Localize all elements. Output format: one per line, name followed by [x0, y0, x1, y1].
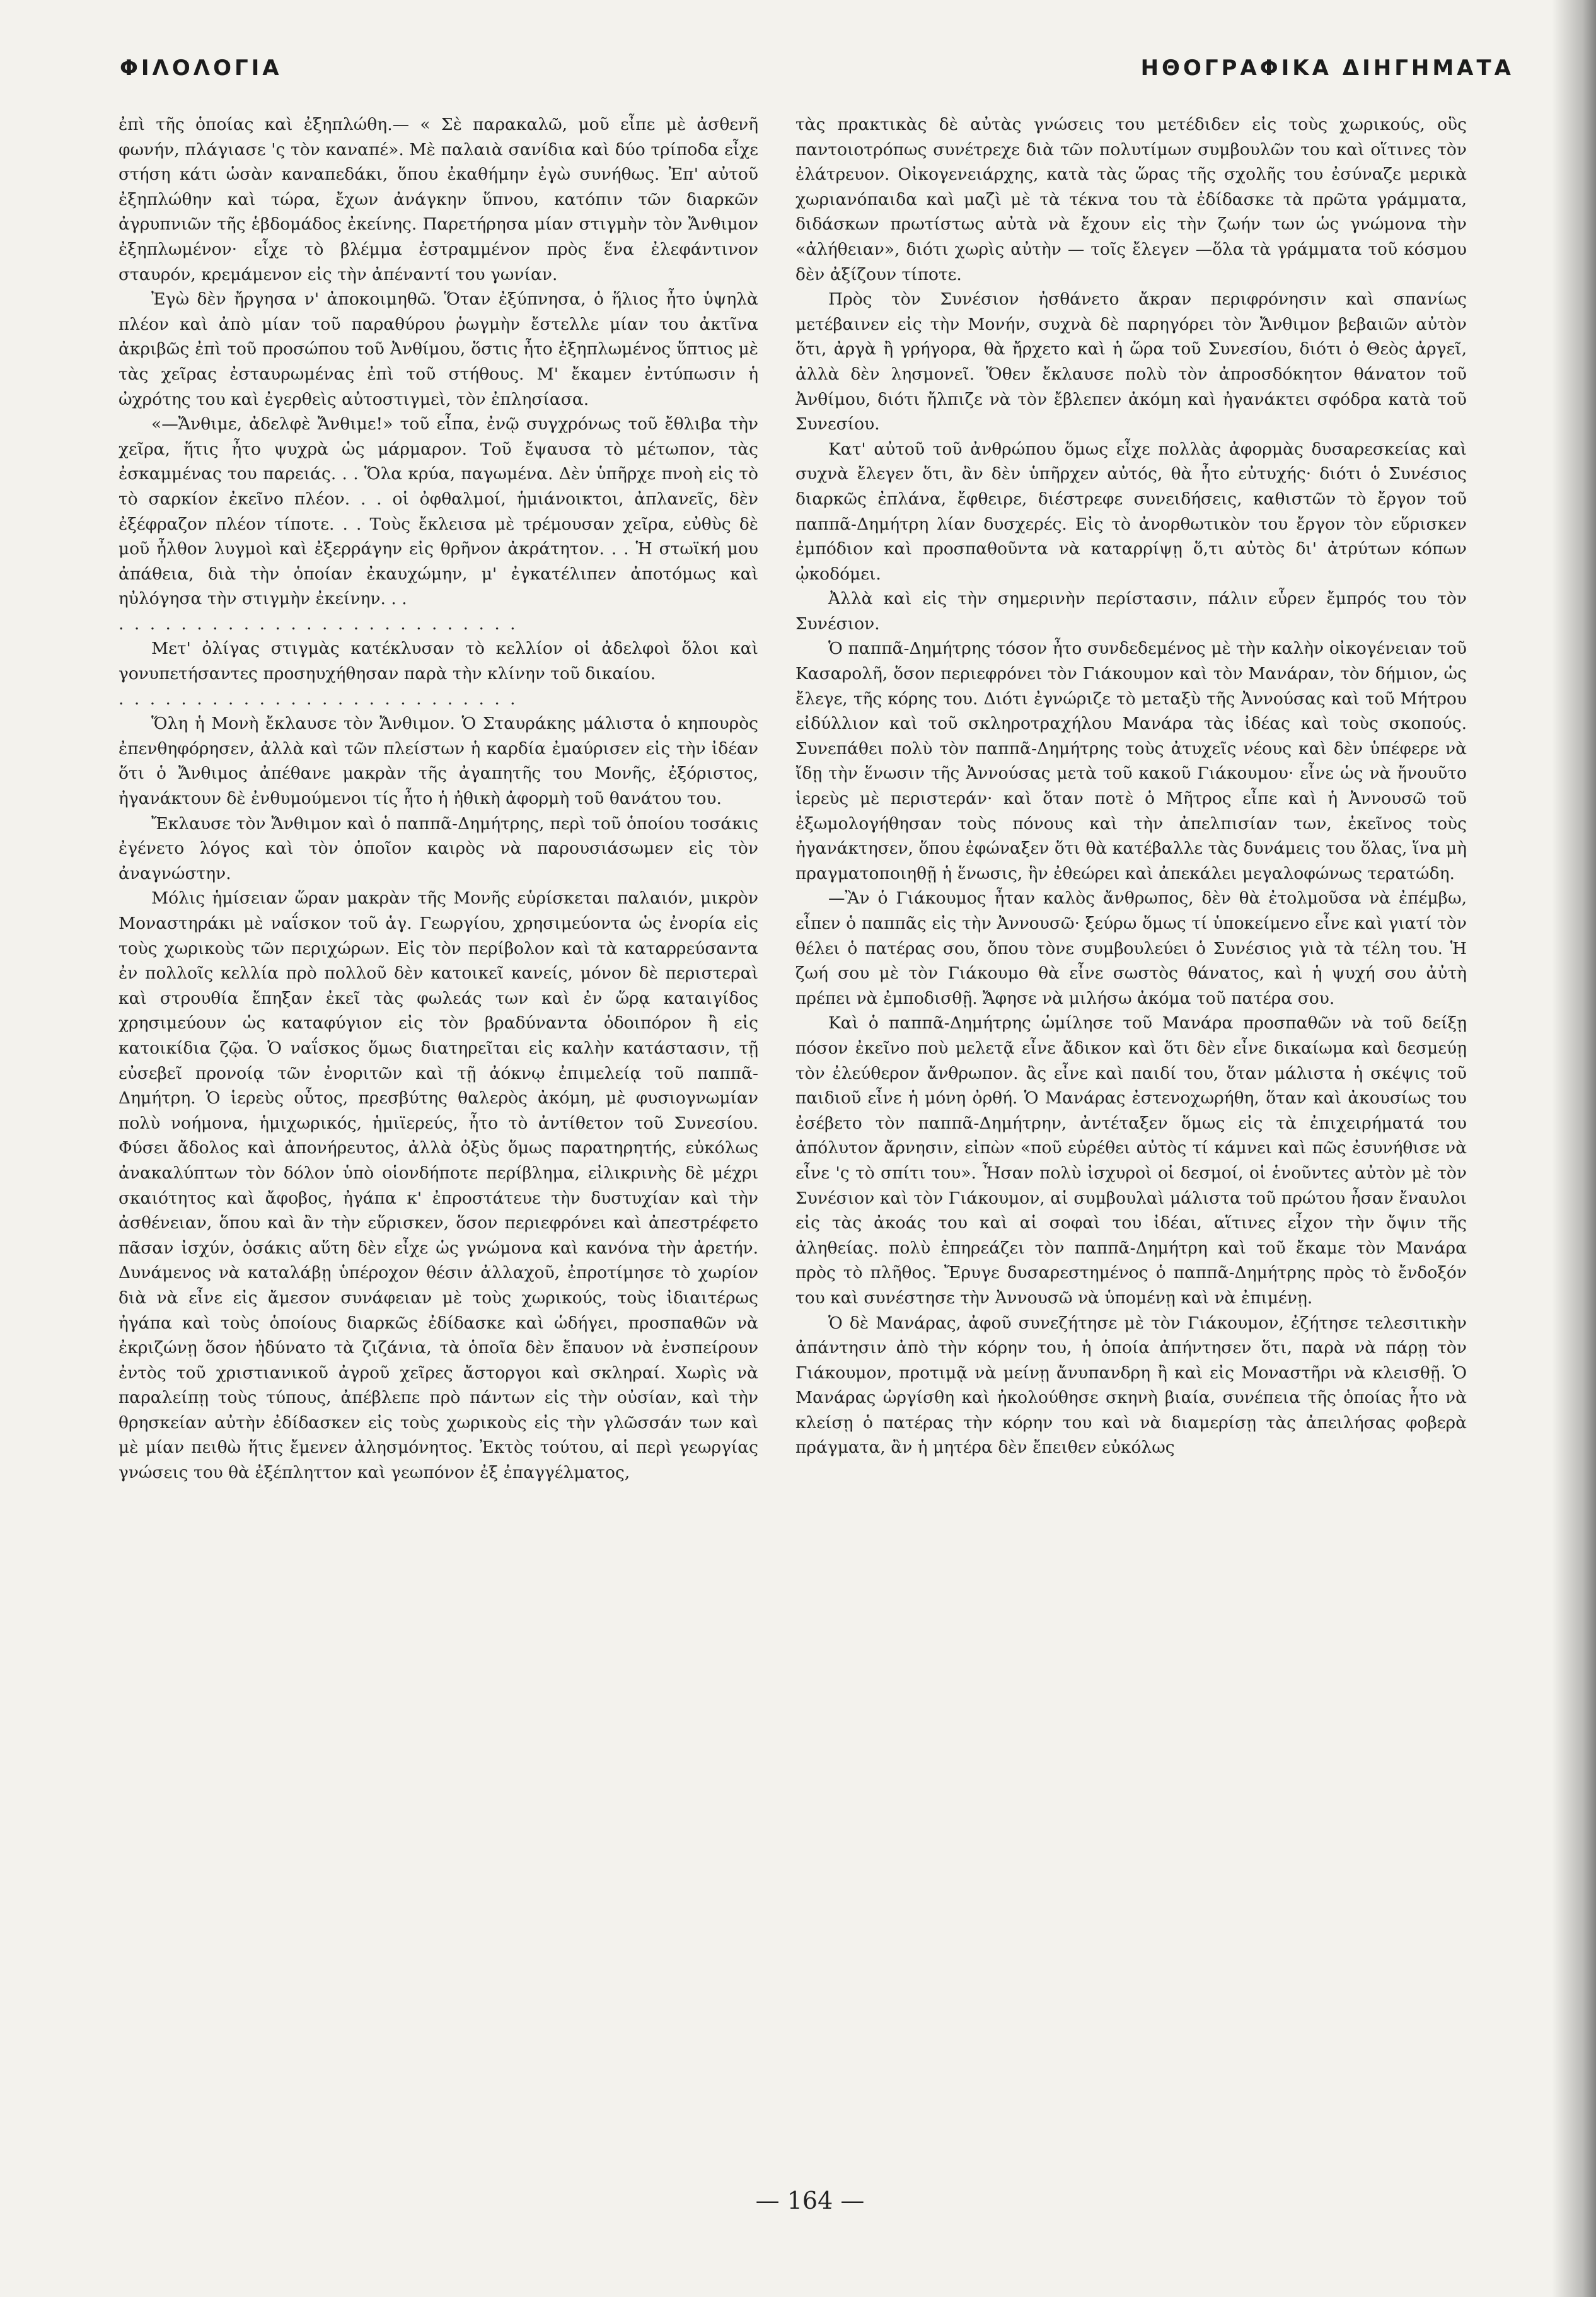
paragraph: Μετ' ὀλίγας στιγμὰς κατέκλυσαν τὸ κελλίον οἱ ἀδελφοὶ ὅλοι καὶ γονυπετήσαντες προσηυχήθησαν παρὰ τὴν κλίνην τοῦ δικαίου.: [119, 639, 758, 684]
page-edge-shadow: [1552, 0, 1596, 2297]
page-number: — 164 —: [755, 2187, 865, 2214]
ellipsis-separator: . . . . . . . . . . . . . . . . . . . . . . . . . .: [119, 614, 518, 634]
paragraph: Ἐγὼ δὲν ἤργησα ν' ἀποκοιμηθῶ. Ὅταν ἐξύπνησα, ὁ ἥλιος ἦτο ὑψηλὰ πλέον καὶ ἀπὸ μίαν τοῦ παραθύρου ῥωγμὴν ἔστελλε μίαν του ἀκτῖνα ἀκριβῶς ἐπὶ τοῦ προσώπου τοῦ Ἀνθίμου, ὅστις ἦτο ἐξηπλωμένος ὕπτιος μὲ τὰς χεῖρας ἐσταυρωμένας ἐπὶ τοῦ στήθους. Μ' ἔκαμεν ἐντύπωσιν ἡ ὠχρότης του καὶ ἐγερθεὶς αὐτοστιγμεὶ, τὸν ἐπλησίασα.: [119, 289, 758, 409]
ellipsis-separator: . . . . . . . . . . . . . . . . . . . . . . . . . .: [119, 689, 518, 709]
paragraph: —Ἂν ὁ Γιάκουμος ἦταν καλὸς ἄνθρωπος, δὲν θὰ ἐτολμοῦσα νὰ ἐπέμβω, εἶπεν ὁ παππᾶς εἰς τὴν Ἀννουσῶ· ξεύρω ὅμως τί ὑποκείμενο εἶνε καὶ γιατί τὸν θέλει ὁ πατέρας σου, ὅπου τὸνε συμβουλεύει ὁ Συνέσιος γιὰ τὰ τέλη του. Ἡ ζωή σου μὲ τὸν Γιάκουμο θὰ εἶνε σωστὸς θάνατος, καὶ ἡ ψυχή σου ἀὐτὴ πρέπει νὰ ἐμποδισθῇ. Ἄφησε νὰ μιλήσω ἀκόμα τοῦ πατέρα σου.: [795, 888, 1467, 1008]
running-head-left: ΦΙΛΟΛΟΓΙΑ: [120, 55, 282, 81]
paragraph: Πρὸς τὸν Συνέσιον ἠσθάνετο ἄκραν περιφρόνησιν καὶ σπανίως μετέβαινεν εἰς τὴν Μονήν, συχνὰ δὲ παρηγόρει τὸν Ἄνθιμον βεβαιῶν αὐτὸν ὅτι, ἀργὰ ἢ γρήγορα, θὰ ἤρχετο καὶ ἡ ὥρα τοῦ Συνεσίου, διότι ὁ Θεὸς ἀργεῖ, ἀλλὰ δὲν λησμονεῖ. Ὅθεν ἔκλαυσε πολὺ τὸν ἀπροσδόκητον θάνατον τοῦ Ἀνθίμου, διότι ἤλπιζε νὰ τὸν ἔβλεπεν ἀκόμη καὶ ἠγανάκτει σφόδρα κατὰ τοῦ Συνεσίου.: [795, 289, 1467, 434]
paragraph: «—Ἄνθιμε, ἀδελφὲ Ἄνθιμε!» τοῦ εἶπα, ἐνῷ συγχρόνως τοῦ ἔθλιβα τὴν χεῖρα, ἥτις ἦτο ψυχρὰ ὡς μάρμαρον. Τοῦ ἔψαυσα τὸ μέτωπον, τὰς ἐσκαμμένας του παρειάς. . . Ὅλα κρύα, παγωμένα. Δὲν ὑπῆρχε πνοὴ εἰς τὸ τὸ σαρκίον ἐκεῖνο πλέον. . . οἱ ὀφθαλμοί, ἡμιάνοικτοι, ἀπλανεῖς, δὲν ἐξέφραζον πλέον τίποτε. . . Τοὺς ἔκλεισα μὲ τρέμουσαν χεῖρα, εὐθὺς δὲ μοῦ ἦλθον λυγμοὶ καὶ ἐξερράγην εἰς θρῆνον ἀκράτητον. . . Ἡ στωϊκή μου ἀπάθεια, διὰ τὴν ὁποίαν ἐκαυχώμην, μ' ἐγκατέλιπεν ἀποτόμως καὶ ηὐλόγησα τὴν στιγμὴν ἐκείνην. . .: [119, 414, 758, 609]
paragraph: ἐπὶ τῆς ὁποίας καὶ ἐξηπλώθη.— « Σὲ παρακαλῶ, μοῦ εἶπε μὲ ἀσθενῆ φωνήν, πλάγιασε 'ς τὸν καναπέ». Μὲ παλαιὰ σανίδια καὶ δύο τρίποδα εἶχε στήση κάτι ὡσὰν καναπεδάκι, ὅπου ἐκαθήμην ἐγὼ συνήθως. Ἐπ' αὐτοῦ ἐξηπλώθην καὶ τώρα, ἔχων ἀνάγκην ὕπνου, κατόπιν τῶν διαρκῶν ἀγρυπνιῶν τῆς ἑβδομάδος ἐκείνης. Παρετήρησα μίαν στιγμὴν τὸν Ἄνθιμον ἐξηπλωμένον· εἶχε τὸ βλέμμα ἐστραμμένον πρὸς ἕνα ἐλεφάντινον σταυρόν, κρεμάμενον εἰς τὴν ἀπέναντί του γωνίαν.: [119, 115, 758, 284]
paragraph: Ὅλη ἡ Μονὴ ἔκλαυσε τὸν Ἄνθιμον. Ὁ Σταυράκης μάλιστα ὁ κηπουρὸς ἐπενθηφόρησεν, ἀλλὰ καὶ τῶν πλείστων ἡ καρδία ἐμαύρισεν εἰς τὴν ἰδέαν ὅτι ὁ Ἄνθιμος ἀπέθανε μακρὰν τῆς ἀγαπητῆς του Μονῆς, ἐξόριστος, ἠγανάκτουν δὲ ἐνθυμούμενοι τίς ἦτο ἡ ἠθικὴ ἀφορμὴ τοῦ θανάτου του.: [119, 714, 758, 809]
paragraph: Ὁ δὲ Μανάρας, ἀφοῦ συνεζήτησε μὲ τὸν Γιάκουμον, ἐζήτησε τελεσιτικὴν ἀπάντησιν ἀπὸ τὴν κόρην του, ἡ ὁποία ἀπήντησεν ὅτι, παρὰ νὰ πάρῃ τὸν Γιάκουμον, προτιμᾷ νὰ μείνῃ ἄνυπανδρη ἢ καὶ εἰς Μοναστῆρι νὰ κλεισθῇ. Ὁ Μανάρας ὠργίσθη καὶ ἠκολούθησε σκηνὴ βιαία, συνέπεια τῆς ὁποίας ἦτο νὰ κλείσῃ ὁ πατέρας τὴν κόρην του καὶ νὰ διαμερίσῃ τὰς ἀπειλήσας φοβερὰ πράγματα, ἂν ἡ μητέρα δὲν ἔπειθεν εὐκόλως: [795, 1313, 1467, 1458]
right-text-column: [795, 112, 1467, 1460]
paragraph: Ἀλλὰ καὶ εἰς τὴν σημερινὴν περίστασιν, πάλιν εὗρεν ἔμπρός του τὸν Συνέσιον.: [795, 589, 1467, 634]
paragraph: Μόλις ἡμίσειαν ὥραν μακρὰν τῆς Μονῆς εὑρίσκεται παλαιόν, μικρὸν Μοναστηράκι μὲ ναΐσκον τοῦ ἁγ. Γεωργίου, χρησιμεύοντα ὡς ἐνορία εἰς τοὺς χωρικοὺς τῶν περιχώρων. Εἰς τὸν περίβολον καὶ τὰ καταρρεύσαντα ἐν πολλοῖς κελλία πρὸ πολλοῦ δὲν κατοικεῖ κανείς, μόνον δὲ περιστεραὶ καὶ στρουθία ἔπηξαν ἐκεῖ τὰς φωλεάς των καὶ ἐν ὥρᾳ καταιγίδος χρησιμεύουν ὡς καταφύγιον εἰς τὸν βραδύναντα ὁδοιπόρον ἢ εἰς κατοικίδια ζῷα. Ὁ ναΐσκος ὅμως διατηρεῖται εἰς καλὴν κατάστασιν, τῇ εὐσεβεῖ προνοίᾳ τῶν ἐνοριτῶν καὶ τῇ ἀόκνῳ ἐπιμελείᾳ τοῦ παππᾶ-Δημήτρη. Ὁ ἱερεὺς οὗτος, πρεσβύτης θαλερὸς ἀκόμη, μὲ φυσιογνωμίαν πολὺ νοήμονα, ἡμιχωρικός, ἡμιϊερεύς, ἦτο τὸ ἀντίθετον τοῦ Συνεσίου. Φύσει ἄδολος καὶ ἀπονήρευτος, ἀλλὰ ὀξὺς ὅμως παρατηρητής, εὐκόλως ἀνακαλύπτων τὸν δόλον ὑπὸ οἱονδήποτε περίβλημα, εἰλικρινὴς δὲ μέχρι σκαιότητος καὶ ἄφοβος, ἠγάπα κ' ἐπροστάτευε τὴν δυστυχίαν καὶ τὴν ἀσθένειαν, ὅπου καὶ ἂν τὴν εὕρισκεν, ὅσον περιεφρόνει καὶ ἀπεστρέφετο πᾶσαν ἰσχύν, ὁσάκις αὕτη δὲν εἶχε ὡς γνώμονα καὶ κανόνα τὴν ἀρετήν. Δυνάμενος νὰ καταλάβῃ ὑπέροχον θέσιν ἀλλαχοῦ, ἐπροτίμησε τὸ χωρίον διὰ νὰ εἶνε εἰς ἄμεσον συνάφειαν μὲ τοὺς χωρικούς, τοὺς ἰδιαιτέρως ἠγάπα καὶ τοὺς ὁποίους διαρκῶς ἐδίδασκε καὶ ὡδήγει, προσπαθῶν νὰ ἐκριζώνῃ ὅσον ἠδύνατο τὰ ζιζάνια, τὰ ὁποῖα δὲν ἔπαυον νὰ ἐνσπείρουν ἐντὸς τοῦ χριστιανικοῦ ἀγροῦ χεῖρες ἄστοργοι καὶ σκληραί. Χωρὶς νὰ παραλείπῃ τοὺς τύπους, ἀπέβλεπε πρὸ πάντων εἰς τὴν οὐσίαν, καὶ τὴν θρησκείαν αὐτὴν ἐδίδασκεν εἰς τοὺς χωρικοὺς εἰς τὴν γλῶσσάν των καὶ μὲ μίαν πειθὼ ἥτις ἔμενεν ἀλησμόνητος. Ἐκτὸς τούτου, αἱ περὶ γεωργίας γνώσεις του θὰ ἐξέπληττον καὶ γεωπόνον ἐξ ἐπαγγέλματος,: [119, 888, 758, 1483]
paragraph: Κατ' αὐτοῦ τοῦ ἀνθρώπου ὅμως εἶχε πολλὰς ἀφορμὰς δυσαρεσκείας καὶ συχνὰ ἔλεγεν ὅτι, ἂν δὲν ὑπῆρχεν αὐτός, θὰ ἦτο εὐτυχής· διότι ὁ Συνέσιος διαρκῶς ἐπλάνα, ἔφθειρε, διέστρεφε συνειδήσεις, καθιστῶν τὸ ἔργον τοῦ παππᾶ-Δημήτρη λίαν δυσχερές. Εἰς τὸ ἀνορθωτικὸν του ἔργον τὸν εὕρισκεν ἐμπόδιον καὶ προσπαθοῦντα νὰ καταρρίψῃ ὅ,τι αὐτὸς δι' ἀτρύτων κόπων ᾠκοδόμει.: [795, 439, 1467, 584]
left-text-column: [119, 112, 758, 1486]
running-head-right: ΗΘΟΓΡΑΦΙΚΑ ΔΙΗΓΗΜΑΤΑ: [1140, 55, 1514, 81]
paragraph: Καὶ ὁ παππᾶ-Δημήτρης ὡμίλησε τοῦ Μανάρα προσπαθῶν νὰ τοῦ δείξῃ πόσον ἐκεῖνο ποὺ μελετᾷ εἶνε ἄδικον καὶ ὅτι δὲν εἶνε δικαίωμα καὶ δεσμεύῃ τὸν ἐλεύθερον ἄνθρωπον. ἂς εἶνε καὶ παιδί του, ὅταν μάλιστα ἡ σκέψις τοῦ παιδιοῦ εἶνε ἡ μόνη ὀρθή. Ὁ Μανάρας ἐστενοχωρήθη, ὅταν καὶ ἀκουσίως του ἐσέβετο τὸν παππᾶ-Δημήτρην, ἀντέταξεν ὅμως εἰς τὰ ἐπιχειρήματά του ἀπόλυτον ἄρνησιν, εἰπὼν «ποῦ εὑρέθει αὐτὸς τί κάμνει καὶ πῶς ἐσυνήθισε νὰ εἶνε 'ς τὸ σπίτι του». Ἦσαν πολὺ ἰσχυροὶ οἱ δεσμοί, οἱ ἑνοῦντες αὐτὸν μὲ τὸν Συνέσιον καὶ τὸν Γιάκουμον, αἱ συμβουλαὶ μάλιστα τοῦ πρώτου ἦσαν ἔναυλοι εἰς τὰς ἀκοάς του καὶ αἱ σοφαὶ του ἰδέαι, αἵτινες εἶχον τὴν ὄψιν τῆς ἀληθείας. πολὺ ἐπηρεάζει τὸν παππᾶ-Δημήτρη καὶ τοῦ ἔκαμε τὸν Μανάρα πρὸς τὸ πλῆθος. Ἔρυγε δυσαρεστημένος ὁ παππᾶ-Δημήτρης πρὸς τὸ ἔνδοξόν του καὶ συνέστησε τὴν Ἀννουσῶ νὰ ὑπομένῃ καὶ νὰ ἐπιμένῃ.: [795, 1013, 1467, 1308]
paragraph: Ὁ παππᾶ-Δημήτρης τόσον ἦτο συνδεδεμένος μὲ τὴν καλὴν οἰκογένειαν τοῦ Κασαρολῆ, ὅσον περιεφρόνει τὸν Γιάκουμον καὶ τὸν Μανάραν, τὸν δήμιον, ὡς ἔλεγε, τῆς κόρης του. Διότι ἐγνώριζε τὸ μεταξὺ τῆς Ἀννούσας καὶ τοῦ Μήτρου εἰδύλλιον καὶ τοῦ σκληροτραχήλου Μανάρα τὰς ἰδέας καὶ τοὺς σκοπούς. Συνεπάθει πολὺ τὸν παππᾶ-Δημήτρης τοὺς ἀτυχεῖς νέους καὶ δὲν ὑπέφερε νὰ ἴδῃ τὴν ἕνωσιν τῆς Ἀννούσας μετὰ τοῦ κακοῦ Γιάκουμου· εἶνε ὡς νὰ ἤνουῦτο ἱερεὺς μὲ περιστεράν· καὶ ὅταν ποτὲ ὁ Μῆτρος εἶπε καὶ ἡ Ἀννουσῶ τοῦ ἐξωμολογήθησαν τοὺς πόνους καὶ τὴν ἀπελπισίαν των, ἐκεῖνος τοὺς ἠγανάκτησεν, ὅπου ἐφώναξεν ὅτι θὰ κατέβαλλε τὰς δυνάμεις του ὅλας, ἵνα μὴ πραγματοποιηθῇ ἡ ἕνωσις, ἣν ἐθεώρει καὶ ἀπεκάλει μεγαλοφώνως τερατώδη.: [795, 639, 1467, 883]
paragraph: Ἔκλαυσε τὸν Ἄνθιμον καὶ ὁ παππᾶ-Δημήτρης, περὶ τοῦ ὁποίου τοσάκις ἐγένετο λόγος καὶ τὸν ὁποῖον καιρὸς νὰ παρουσιάσωμεν εἰς τὸν ἀναγνώστην.: [119, 813, 758, 883]
paragraph: τὰς πρακτικὰς δὲ αὐτὰς γνώσεις του μετέδιδεν εἰς τοὺς χωρικούς, οὓς παντοιοτρόπως συνέτρεχε διὰ τῶν πολυτίμων συμβουλῶν του καὶ οἵτινες τὸν ἐλάτρευον. Οἰκογενειάρχης, κατὰ τὰς ὥρας τῆς σχολῆς του ἐσύναζε μερικὰ χωριανόπαιδα καὶ μαζὶ μὲ τὰ τέκνα του τὰ ἐδίδασκε τὰ πρῶτα γράμματα, διδάσκων πρωτίστως αὐτὰ νὰ ἔχουν εἰς τὴν ζωήν των ὡς γνώμονα τὴν «ἀλήθειαν», διότι χωρὶς αὐτὴν — τοῖς ἔλεγεν —ὅλα τὰ γράμματα τοῦ κόσμου δὲν ἀξίζουν τίποτε.: [795, 115, 1467, 284]
